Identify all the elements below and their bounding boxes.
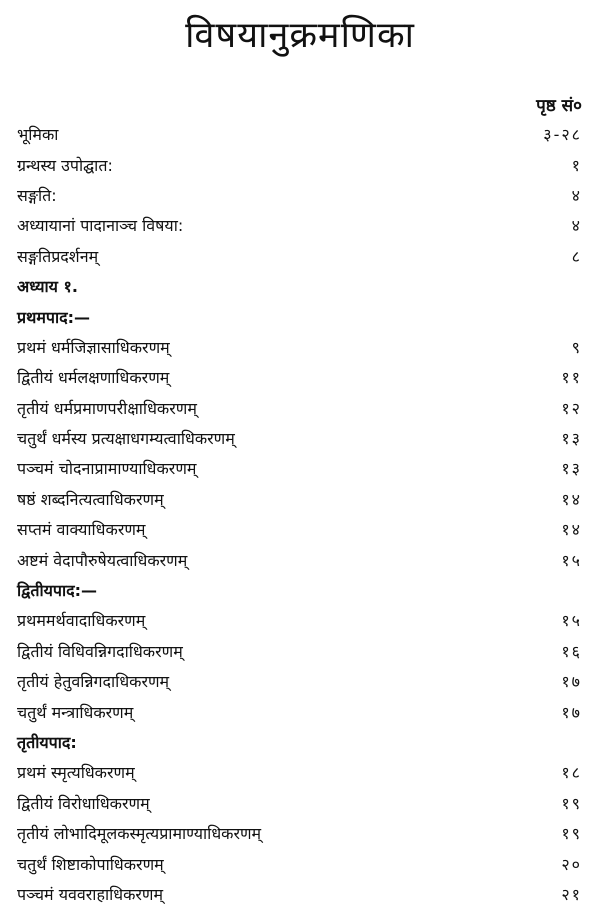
- toc-entry: [17, 423, 582, 453]
- toc-heading-label: तृतीयपाद:: [17, 733, 77, 752]
- toc-entry-page: १: [571, 155, 582, 175]
- toc-entry: [17, 788, 582, 818]
- toc-entry-page: १९: [561, 793, 582, 813]
- toc-entry: [17, 544, 582, 574]
- toc-entry-page: १७: [561, 702, 582, 722]
- toc-entry-page: २०: [561, 854, 582, 874]
- toc-entry-label: द्वितीयं धर्मलक्षणाधिकरणम्: [17, 368, 170, 388]
- toc-entry-page: ३-२८: [543, 125, 582, 145]
- toc-entry: [17, 119, 582, 149]
- toc-entry-label: तृतीयं हेतुवन्निगदाधिकरणम्: [17, 672, 170, 692]
- toc-entry: [17, 605, 582, 635]
- toc-section-heading: [17, 727, 582, 757]
- toc-entry: [17, 666, 582, 696]
- toc-entry-page: १८: [561, 763, 582, 783]
- toc-heading-label: प्रथमपाद:—: [17, 307, 91, 327]
- toc-entry-label: चतुर्थं शिष्टाकोपाधिकरणम्: [17, 854, 164, 874]
- toc-entry-label: प्रथममर्थवादाधिकरणम्: [17, 611, 146, 631]
- toc-entry-label: प्रथमं स्मृत्यधिकरणम्: [17, 763, 135, 783]
- toc-entry: [17, 180, 582, 210]
- toc-entry-page: १५: [561, 550, 582, 570]
- toc-entry: [17, 636, 582, 666]
- toc-heading-label: द्वितीयपाद:—: [17, 581, 98, 601]
- toc-section-heading: [17, 271, 582, 301]
- toc-entry-page: १६: [561, 641, 582, 661]
- page-number-column-header: पृष्ठ सं०: [536, 96, 582, 116]
- toc-entry: [17, 848, 582, 878]
- toc-entry-label: द्वितीयं विरोधाधिकरणम्: [17, 793, 150, 813]
- toc-section-heading: [17, 301, 582, 331]
- toc-section-heading: [17, 575, 582, 605]
- toc-entry-page: १३: [561, 459, 582, 479]
- toc-entry: [17, 453, 582, 483]
- toc-entry-label: प्रथमं धर्मजिज्ञासाधिकरणम्: [17, 337, 170, 357]
- toc-entry-page: ४: [571, 185, 582, 205]
- toc-entry-label: चतुर्थं मन्त्राधिकरणम्: [17, 702, 134, 722]
- toc-entry-label: सङ्गतिप्रदर्शनम्: [17, 246, 99, 266]
- toc-entry: [17, 241, 582, 271]
- toc-entry: [17, 210, 582, 240]
- toc-entry-label: षष्ठं शब्दनित्यत्वाधिकरणम्: [17, 489, 164, 509]
- toc-entry-label: ग्रन्थस्य उपोद्घात:: [17, 155, 113, 175]
- toc-entry-label: अध्यायानां पादानाञ्च विषया:: [17, 216, 184, 236]
- toc-entry-label: सप्तमं वाक्याधिकरणम्: [17, 520, 146, 540]
- toc-entry-page: ८: [571, 246, 582, 266]
- page-title: विषयानुक्रमणिका: [185, 15, 415, 56]
- toc-entry: [17, 514, 582, 544]
- toc-entry-page: २१: [561, 884, 582, 904]
- toc-entry-page: १९: [561, 824, 582, 844]
- table-of-contents: [17, 119, 582, 909]
- toc-entry-label: पञ्चमं चोदनाप्रामाण्याधिकरणम्: [17, 459, 197, 479]
- toc-entry-label: चतुर्थं धर्मस्य प्रत्यक्षाधगम्यत्वाधिकरणम्: [17, 429, 235, 449]
- toc-entry-page: १४: [561, 520, 582, 540]
- toc-entry: [17, 879, 582, 909]
- toc-entry-page: १२: [561, 398, 582, 418]
- toc-entry: [17, 818, 582, 848]
- toc-entry-label: सङ्गति:: [17, 185, 57, 205]
- toc-entry: [17, 332, 582, 362]
- toc-entry: [17, 149, 582, 179]
- toc-entry-label: अष्टमं वेदापौरुषेयत्वाधिकरणम्: [17, 550, 188, 570]
- toc-entry: [17, 757, 582, 787]
- toc-entry-page: १३: [561, 429, 582, 449]
- toc-entry-label: द्वितीयं विधिवन्निगदाधिकरणम्: [17, 641, 183, 661]
- toc-heading-label: अध्याय १.: [17, 277, 78, 297]
- toc-entry-page: ४: [571, 216, 582, 236]
- toc-entry-page: १७: [561, 672, 582, 692]
- toc-entry-label: तृतीयं धर्मप्रमाणपरीक्षाधिकरणम्: [17, 398, 197, 418]
- toc-entry: [17, 393, 582, 423]
- toc-entry-label: तृतीयं लोभादिमूलकस्मृत्यप्रामाण्याधिकरणम्: [17, 824, 262, 844]
- toc-entry-label: पञ्चमं यववराहाधिकरणम्: [17, 884, 164, 904]
- toc-entry-page: १४: [561, 489, 582, 509]
- toc-entry-page: ११: [561, 368, 582, 388]
- toc-entry: [17, 362, 582, 392]
- toc-entry-page: १५: [561, 611, 582, 631]
- toc-entry-label: भूमिका: [17, 125, 59, 145]
- toc-entry: [17, 696, 582, 726]
- toc-entry-page: ९: [571, 337, 582, 357]
- toc-entry: [17, 484, 582, 514]
